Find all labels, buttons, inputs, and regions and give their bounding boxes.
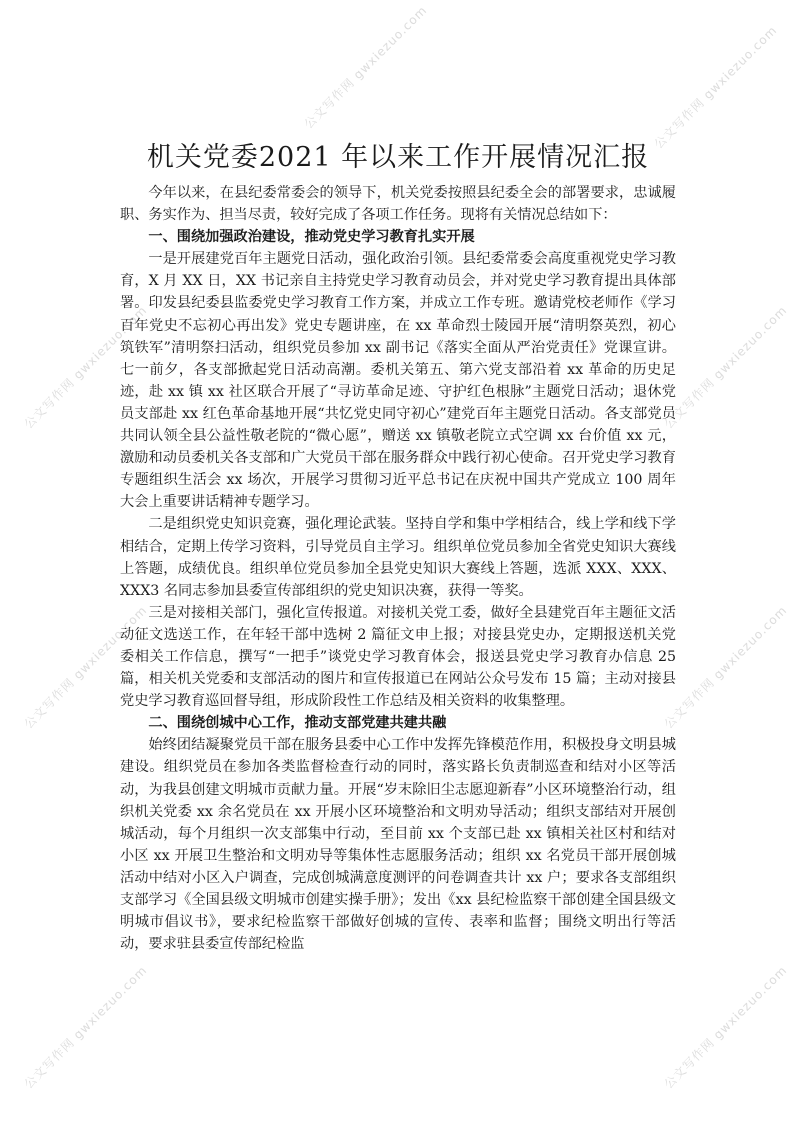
intro-paragraph: 今年以来，在县纪委常委会的领导下，机关党委按照县纪委全会的部署要求，忠诚履职、务实作为、担当尽责，较好完成了各项工作任务。现将有关情况总结如下： — [120, 185, 676, 224]
watermark-text: 公文写作网 gwxiezuo.com — [301, 2, 430, 132]
watermark-text: 公文写作网 gwxiezuo.com — [21, 302, 150, 432]
document-title: 机关党委2021 年以来工作开展情况汇报 — [146, 142, 650, 173]
watermark-text: 公文写作网 gwxiezuo.com — [651, 22, 780, 152]
watermark-text: 公文写作网 gwxiezuo.com — [21, 962, 150, 1092]
document-body — [120, 182, 676, 955]
section-heading-2: 二、围绕创城中心工作，推动支部党建共建共融 — [148, 715, 447, 732]
document-page — [120, 140, 676, 955]
watermark-text: 公文写作网 gwxiezuo.com — [661, 302, 790, 432]
body-paragraph: 始终团结凝聚党员干部在服务县委中心工作中发挥先锋模范作用，积极投身文明县城建设。组织党员在参加各类监督检查行动的同时，落实路长负责制巡查和结对小区等活动，为我县创建文明城市贡献力量。开展“岁末除旧尘志愿迎新春”小区环境整治行动，组织机关党委 xx 余名党员在 xx 开展小区环境整治和文明劝导活动；组织支部结对开展创城活动，每个月组织一次支部集中行动，至目前 xx 个支部已赴 xx 镇相关社区村和结对小区 xx 开展卫生整治和文明劝导等集体性志愿服务活动；组织 xx 名党员干部开展创城活动中结对小区入户调查，完成创城满意度测评的问卷调查共计 xx 户；要求各支部组织支部学习《全国县级文明城市创建实操手册》；发出《xx 县纪检监察干部创建全国县级文明城市倡议书》，要求纪检监察干部做好创城的宣传、表率和监督；围绕文明出行等活动，要求驻县委宣传部纪检监 — [120, 737, 676, 953]
watermark-text: 公文写作网 gwxiezuo.com — [661, 602, 790, 732]
body-paragraph: 三是对接相关部门，强化宣传报道。对接机关党工委，做好全县建党百年主题征文活动征文选送工作，在年轻干部中选树 2 篇征文申上报；对接县党史办，定期报送机关党委相关工作信息，撰写“一把手”谈党史学习教育体会，报送县党史学习教育办信息 25 篇，相关机关党委和支部活动的图片和宣传报道已在网站公众号发布 15 篇；主动对接县党史学习教育巡回督导组，形成阶段性工作总结及相关资料的收集整理。 — [120, 604, 676, 710]
section-heading-1: 一、围绕加强政治建设，推动党史学习教育扎实开展 — [148, 229, 475, 246]
body-paragraph: 一是开展建党百年主题党日活动，强化政治引领。县纪委常委会高度重视党史学习教育，X 月 XX 日，XX 书记亲自主持党史学习教育动员会，并对党史学习教育提出具体部署。印发县纪委县监委党史学习教育工作方案，并成立工作专班。邀请党校老师作《学习百年党史不忘初心再出发》党史专题讲座，在 xx 革命烈士陵园开展“清明祭英烈，初心筑铁军”清明祭扫活动，组织党员参加 xx 副书记《落实全面从严治党责任》党课宣讲。七一前夕，各支部掀起党日活动高潮。委机关第五、第六党支部沿着 xx 革命的历史足迹，赴 xx 镇 xx 社区联合开展了“寻访革命足迹、守护红色根脉”主题党日活动；退休党员支部赴 xx 红色革命基地开展“共忆党史同守初心”建党百年主题党日活动。各支部党员共同认领全县公益性敬老院的“微心愿”，赠送 xx 镇敬老院立式空调 xx 台价值 xx 元，激励和动员委机关各支部和广大党员干部在服务群众中践行初心使命。召开党史学习教育专题组织生活会 xx 场次，开展学习贯彻习近平总书记在庆祝中国共产党成立 100 周年大会上重要讲话精神专题学习。 — [120, 251, 676, 511]
watermark-text: 公文写作网 gwxiezuo.com — [21, 602, 150, 732]
watermark-text: 公文写作网 gwxiezuo.com — [661, 962, 790, 1092]
body-paragraph: 二是组织党史知识竞赛，强化理论武装。坚持自学和集中学相结合，线上学和线下学相结合，定期上传学习资料，引导党员自主学习。组织单位党员参加全省党史知识大赛线上答题，成绩优良。组织单位党员参加全县党史知识大赛线上答题，选派 XXX、XXX、XXX3 名同志参加县委宣传部组织的党史知识决赛，获得一等奖。 — [120, 516, 676, 599]
